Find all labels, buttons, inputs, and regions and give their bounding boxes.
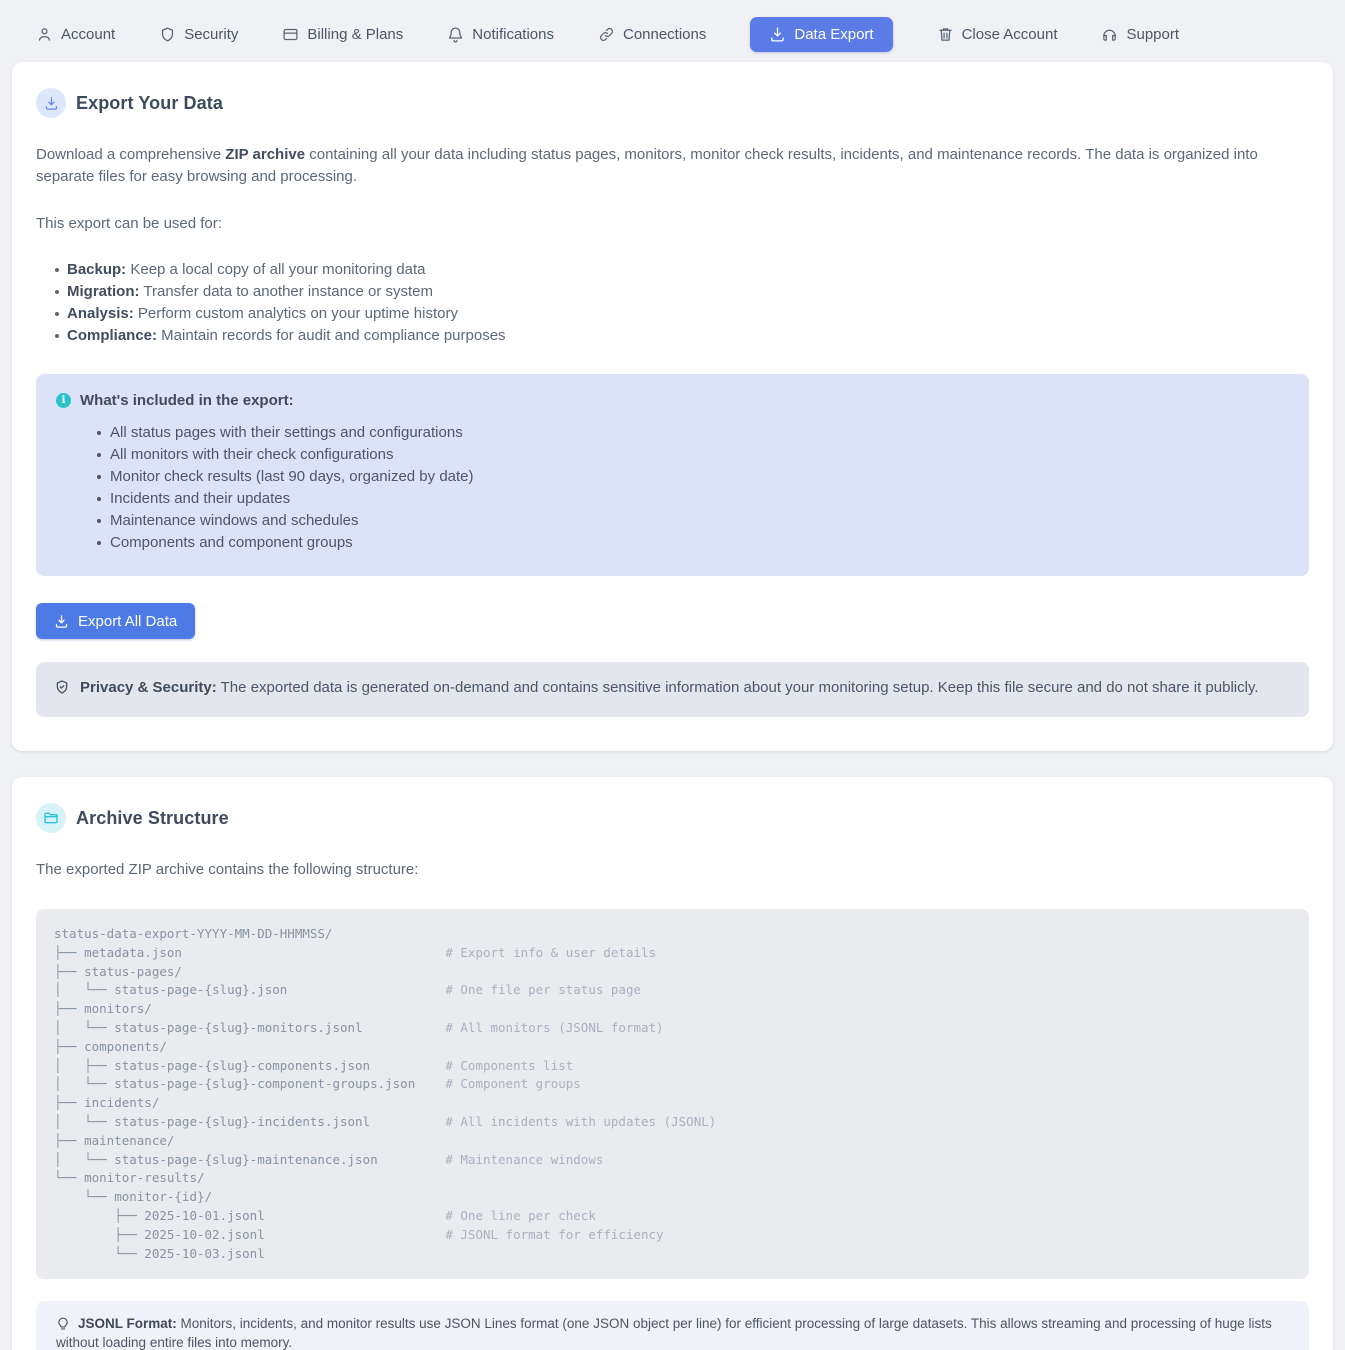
tab-label: Notifications bbox=[472, 25, 554, 43]
archive-structure-card bbox=[12, 777, 1333, 1350]
usage-label: This export can be used for: bbox=[36, 215, 222, 232]
archive-card-title: Archive Structure bbox=[76, 807, 229, 828]
tab-label: Billing & Plans bbox=[307, 25, 404, 43]
jsonl-note-text: JSONL Format: Monitors, incidents, and monitor results use JSON Lines format (one JSON object per line) for efficient processing of large datasets. This allows streaming and processing of huge lists without loading entire files into memory. bbox=[56, 1316, 1272, 1350]
folder-circle-icon bbox=[36, 803, 66, 833]
jsonl-format-note bbox=[36, 1301, 1309, 1350]
included-item: Incidents and their updates bbox=[94, 488, 1289, 510]
included-item: All monitors with their check configurations bbox=[94, 444, 1289, 466]
included-in-export-box bbox=[36, 374, 1309, 576]
credit-card-icon bbox=[282, 26, 299, 43]
tree-line: └── 2025-10-03.jsonl bbox=[54, 1245, 265, 1261]
tree-line: ├── 2025-10-02.jsonl # JSONL format for efficiency bbox=[54, 1226, 664, 1242]
included-item: All status pages with their settings and configurations bbox=[94, 422, 1289, 444]
tab-security[interactable] bbox=[159, 17, 238, 52]
export-all-data-button[interactable] bbox=[36, 603, 195, 639]
tab-connections[interactable] bbox=[598, 17, 706, 52]
included-item: Maintenance windows and schedules bbox=[94, 510, 1289, 532]
included-item: Components and component groups bbox=[94, 532, 1289, 554]
download-circle-icon bbox=[36, 88, 66, 118]
tree-line: ├── components/ bbox=[54, 1038, 167, 1054]
tree-comment: # All incidents with updates (JSONL) bbox=[445, 1113, 717, 1129]
use-case-item: Compliance: Maintain records for audit and compliance purposes bbox=[36, 325, 1309, 347]
tree-comment: # Maintenance windows bbox=[445, 1151, 604, 1167]
tab-label: Connections bbox=[622, 25, 707, 43]
export-your-data-card bbox=[12, 62, 1333, 751]
tree-comment: # One file per status page bbox=[445, 982, 642, 998]
included-box-title: What's included in the export: bbox=[80, 392, 294, 409]
use-case-item: Migration: Transfer data to another instance or system bbox=[36, 281, 1309, 303]
privacy-security-note bbox=[36, 662, 1309, 717]
tree-line: └── monitor-{id}/ bbox=[54, 1189, 213, 1205]
included-box-header bbox=[56, 392, 1289, 409]
tree-line: │ └── status-page-{slug}-incidents.jsonl # All incidents with updates (JSONL) bbox=[54, 1113, 717, 1129]
export-button-label: Export All Data bbox=[78, 612, 178, 630]
use-case-list bbox=[36, 259, 1309, 347]
download-icon bbox=[44, 96, 59, 111]
export-card-title: Export Your Data bbox=[76, 92, 223, 113]
tree-comment: # JSONL format for efficiency bbox=[445, 1226, 664, 1242]
info-icon: i bbox=[56, 393, 71, 408]
tree-comment: # Export info & user details bbox=[445, 944, 657, 960]
tree-line: │ └── status-page-{slug}-component-groups.json # Component groups bbox=[54, 1076, 581, 1092]
archive-card-header bbox=[36, 803, 1309, 833]
tab-label: Close Account bbox=[961, 25, 1058, 43]
tree-line: ├── status-pages/ bbox=[54, 963, 182, 979]
tree-line: │ ├── status-page-{slug}-components.json # Components list bbox=[54, 1057, 574, 1073]
tree-line: ├── metadata.json # Export info & user details bbox=[54, 944, 657, 960]
tree-comment: # Component groups bbox=[445, 1076, 581, 1092]
folder-icon bbox=[43, 810, 59, 826]
tree-comment: # Components list bbox=[445, 1057, 574, 1073]
tab-data-export[interactable] bbox=[750, 17, 892, 52]
tree-line: ├── monitors/ bbox=[54, 1001, 152, 1017]
tab-account[interactable] bbox=[36, 17, 115, 52]
bell-icon bbox=[447, 26, 464, 43]
tab-label: Security bbox=[184, 25, 239, 43]
tab-label: Data Export bbox=[794, 25, 874, 43]
user-icon bbox=[36, 26, 53, 43]
archive-subtitle: The exported ZIP archive contains the following structure: bbox=[36, 861, 419, 878]
tree-line: │ └── status-page-{slug}-monitors.jsonl # All monitors (JSONL format) bbox=[54, 1019, 664, 1035]
lightbulb-icon bbox=[56, 1317, 70, 1331]
included-item-list bbox=[94, 422, 1289, 554]
export-intro-text: Download a comprehensive ZIP archive containing all your data including status pages, monitors, monitor check results, incidents, and maintenance records. The data is organized into separate files for easy browsing and processing. bbox=[36, 146, 1258, 185]
archive-tree-code-block bbox=[36, 909, 1309, 1279]
tree-comment: # All monitors (JSONL format) bbox=[445, 1019, 664, 1035]
tree-line: │ └── status-page-{slug}.json # One file per status page bbox=[54, 982, 642, 998]
tree-line: └── monitor-results/ bbox=[54, 1170, 205, 1186]
tab-close-account[interactable] bbox=[937, 17, 1058, 52]
trash-icon bbox=[937, 26, 954, 43]
tab-label: Account bbox=[61, 25, 116, 43]
included-item: Monitor check results (last 90 days, organized by date) bbox=[94, 466, 1289, 488]
zip-archive-emphasis: ZIP archive bbox=[225, 146, 306, 163]
download-icon bbox=[769, 26, 786, 43]
use-case-item: Backup: Keep a local copy of all your monitoring data bbox=[36, 259, 1309, 281]
tree-line: ├── incidents/ bbox=[54, 1095, 160, 1111]
export-card-header bbox=[36, 88, 1309, 118]
tab-label: Support bbox=[1126, 25, 1180, 43]
settings-tab-bar bbox=[0, 0, 1345, 56]
shield-icon bbox=[54, 679, 70, 695]
tree-comment: # One line per check bbox=[445, 1207, 596, 1223]
tab-billing-plans[interactable] bbox=[282, 17, 403, 52]
tree-line: ├── 2025-10-01.jsonl # One line per check bbox=[54, 1207, 596, 1223]
tab-notifications[interactable] bbox=[447, 17, 554, 52]
tree-line: │ └── status-page-{slug}-maintenance.json # Maintenance windows bbox=[54, 1151, 604, 1167]
headphones-icon bbox=[1101, 26, 1118, 43]
tab-support[interactable] bbox=[1101, 17, 1179, 52]
privacy-note-text: Privacy & Security: The exported data is generated on-demand and contains sensitive information about your monitoring setup. Keep this file secure and do not share it publicly. bbox=[54, 677, 1289, 699]
download-icon bbox=[54, 614, 69, 629]
tree-line: status-data-export-YYYY-MM-DD-HHMMSS/ bbox=[54, 926, 333, 941]
use-case-item: Analysis: Perform custom analytics on your uptime history bbox=[36, 303, 1309, 325]
link-icon bbox=[598, 26, 615, 43]
tree-line: ├── maintenance/ bbox=[54, 1132, 175, 1148]
shield-icon bbox=[159, 26, 176, 43]
